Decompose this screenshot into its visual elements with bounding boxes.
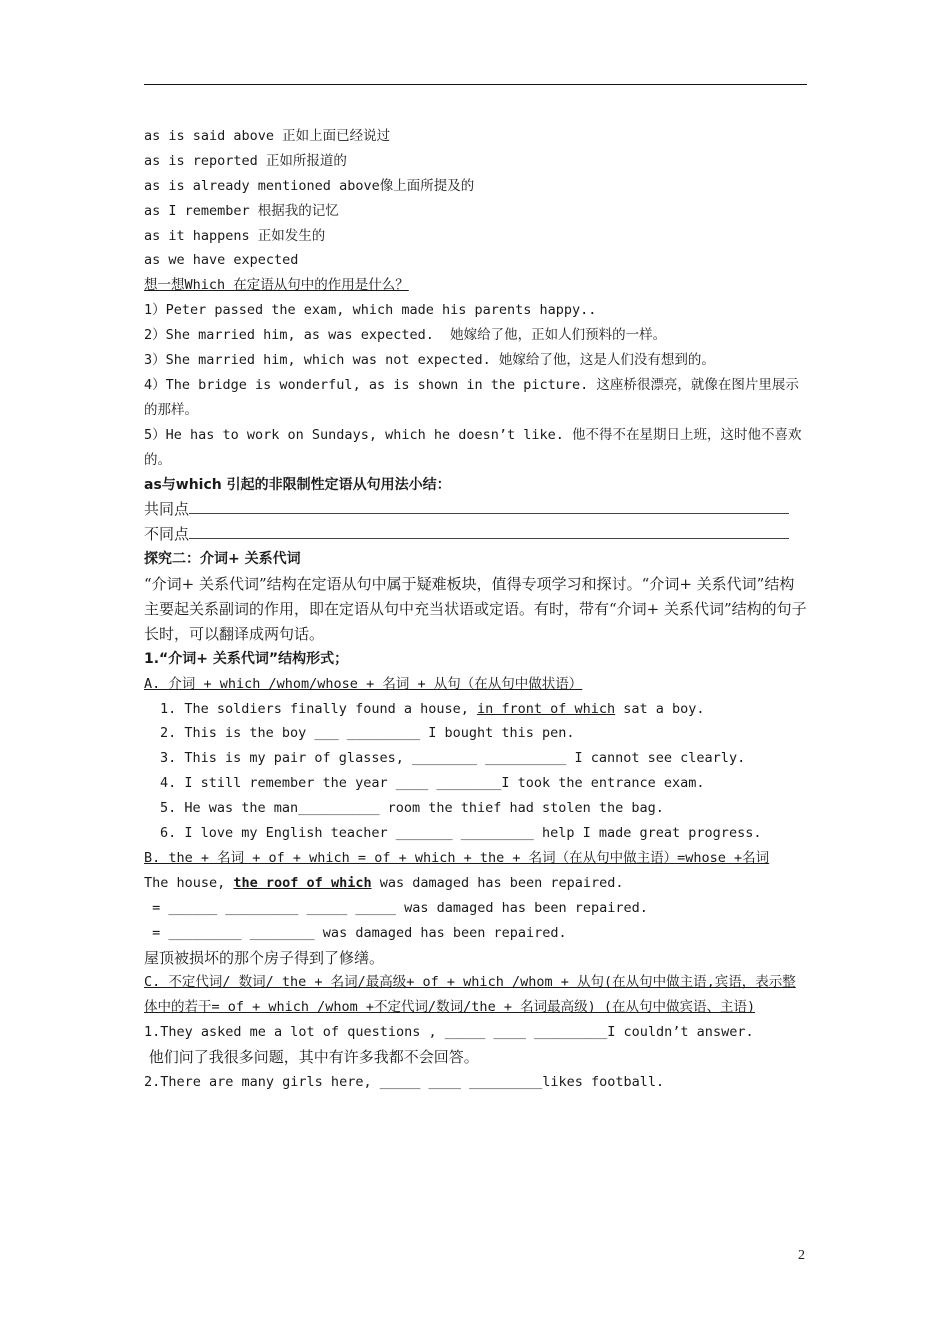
- pattern-a: A. 介词 + which /whom/whose + 名词 + 从句（在从句中做状语）: [144, 675, 583, 692]
- pattern-c: C. 不定代词/ 数词/ the + 名词/最高级+ of + which /whom + 从句(在从句中做主语,宾语，表示整体中的若干= of + which /whom +不定代词/数词/the + 名词最高级) (在从句中做宾语、主语): [144, 974, 796, 1016]
- example-sentence: 1）Peter passed the exam, which made his parents happy..: [144, 302, 597, 319]
- example-sentence: The house, the roof of which was damaged has been repaired.: [144, 874, 624, 891]
- text-line: as it happens 正如发生的: [144, 227, 326, 244]
- section-question: [144, 273, 807, 298]
- page-number: 2: [798, 1248, 805, 1263]
- exercise-item: 2. This is the boy ___ _________ I bought this pen.: [160, 725, 575, 742]
- answer-blank[interactable]: [189, 524, 789, 539]
- underlined-text: 想一想Which 在定语从句中的作用是什么？: [144, 277, 409, 294]
- example-sentence: 4）The bridge is wonderful, as is shown in the picture. 这座桥很漂亮，就像在图片里展示的那样。: [144, 376, 799, 418]
- pattern-b: B. the + 名词 + of + which = of + which + the + 名词（在从句中做主语）=whose +名词: [144, 849, 770, 866]
- similarity-fill-line: 共同点: [144, 497, 807, 522]
- text-line: as I remember 根据我的记忆: [144, 202, 339, 219]
- header-rule: [144, 84, 807, 85]
- example-sentence: 2）She married him, as was expected. 她嫁给了他，正如人们预料的一样。: [144, 327, 667, 344]
- paragraph: “介词+ 关系代词”结构在定语从句中属于疑难板块，值得专项学习和探讨。“介词+ 关系代词”结构主要起关系副词的作用，即在定语从句中充当状语或定语。有时，带有“介词+ 关系代词”结构的句子长时，可以翻译成两句话。: [144, 575, 807, 643]
- exercise-item: = _________ ________ was damaged has been repaired.: [144, 924, 567, 941]
- exercise-item: 2.There are many girls here, _____ ____ _________likes football.: [144, 1074, 665, 1091]
- text-line: as we have expected: [144, 252, 299, 269]
- exercise-item: 6. I love my English teacher _______ _________ help I made great progress.: [160, 825, 762, 842]
- text-line: as is already mentioned above像上面所提及的: [144, 177, 475, 194]
- example-sentence: 5）He has to work on Sundays, which he doesn’t like. 他不得不在星期日上班，这时他不喜欢的。: [144, 426, 802, 468]
- exercise-item: 1.They asked me a lot of questions , _____ ____ _________I couldn’t answer.: [144, 1024, 754, 1041]
- translation: 他们问了我很多问题，其中有许多我都不会回答。: [144, 1048, 479, 1067]
- document-body: [144, 124, 807, 1095]
- text-line: as is reported 正如所报道的: [144, 152, 347, 169]
- exercise-item: 3. This is my pair of glasses, ________ __________ I cannot see clearly.: [160, 750, 746, 767]
- exercise-item: = ______ _________ _____ _____ was damaged has been repaired.: [144, 899, 648, 916]
- text-line: as is said above 正如上面已经说过: [144, 128, 391, 144]
- exercise-item: 1. The soldiers finally found a house, in front of which sat a boy.: [160, 700, 705, 717]
- translation: 屋顶被损坏的那个房子得到了修缮。: [144, 948, 385, 967]
- subsection-heading: 1.“介词+ 关系代词”结构形式；: [144, 650, 349, 667]
- example-sentence: 3）She married him, which was not expected. 她嫁给了他，这是人们没有想到的。: [144, 352, 715, 369]
- answer-blank[interactable]: [189, 499, 789, 514]
- exercise-item: 5. He was the man__________ room the thief had stolen the bag.: [160, 800, 664, 817]
- exercise-item: 4. I still remember the year ____ ________I took the entrance exam.: [160, 775, 705, 792]
- section-heading: 探究二：介词+ 关系代词: [144, 551, 301, 568]
- summary-heading: as与which 引起的非限制性定语从句用法小结：: [144, 476, 451, 493]
- difference-fill-line: 不同点: [144, 522, 807, 547]
